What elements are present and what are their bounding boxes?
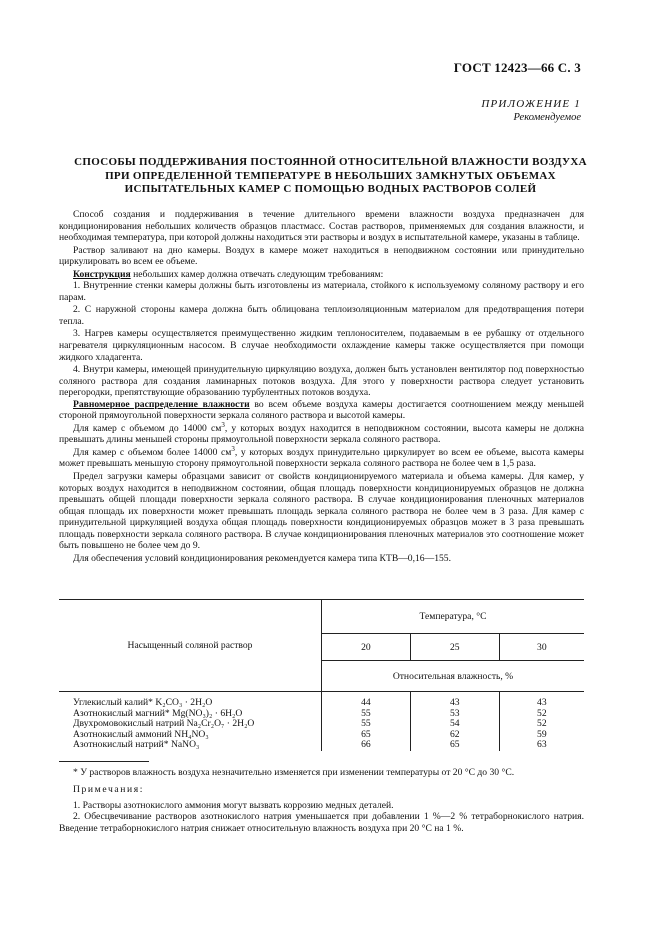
column-header-salt: Насыщенный соляной раствор (59, 600, 322, 692)
humidity-value: 66 (361, 739, 371, 751)
note-2: 2. Обесцвечивание растворов азотнокислого натрия уменьшается при добавлении 1 %—2 % тетраборнокислого натрия. Введение тетраборнокислого натрия снижает относительную влажность воздуха при 20 °С на 1 %. (59, 811, 584, 834)
construction-heading: Конструкция (73, 268, 131, 280)
humidity-value: 53 (410, 709, 499, 720)
column-header-temperature: Температура, °С (322, 600, 585, 634)
humidity-value: 44 (361, 697, 371, 708)
note-1: 1. Растворы азотнокислого аммония могут вызвать коррозию медных деталей. (73, 799, 394, 811)
recommended-label: Рекомендуемое (513, 112, 581, 123)
humidity-value: 55 (361, 718, 371, 730)
footnote-divider (59, 761, 149, 762)
humidity-table (59, 599, 584, 751)
paragraph: 1. Внутренние стенки камеры должны быть изготовлены из материала, стойкого к используемому соляному раствору и его парам. (59, 280, 584, 303)
standard-code-header: ГОСТ 12423—66 С. 3 (453, 60, 581, 75)
paragraph: Для камер с объемом до 14000 $см^3$, у которых воздух находится в неподвижном состоянии, высота камеры не должна превышать длины меньшей стороны прямоугольной поверхности зеркала соляного раствора. (59, 420, 584, 446)
paragraph: Раствор заливают на дно камеры. Воздух в камере может находиться в неподвижном состоянии или принудительно циркулировать во всем ее объеме. (59, 244, 584, 268)
humidity-value: 52 (537, 718, 547, 730)
humidity-value: 43 (537, 697, 547, 708)
humidity-value: 43 (410, 692, 499, 709)
humidity-value: 65 (410, 740, 499, 751)
appendix-label: ПРИЛОЖЕНИЕ 1 (481, 98, 581, 110)
temperature-20: 20 (322, 634, 411, 661)
paragraph: 3. Нагрев камеры осуществляется преимущественно жидким теплоносителем, подаваемым в ее рубашку от отдельного нагревателя циркуляционным насосом. В случае необходимости охлаждение камеры также осуществляется при помощи жидкого хладагента. (59, 328, 584, 363)
salt-name: Азотнокислый аммоний NH₄NO₃ (59, 730, 322, 741)
salt-name: Углекислый калий* K₂CO₃ · 2H₂O (59, 692, 322, 709)
temperature-30: 30 (499, 634, 584, 661)
table-footnote: * У растворов влажность воздуха незначительно изменяется при изменении температуры от 20 °С до 30 °С. (73, 767, 515, 778)
salt-name: Двухромовокислый натрий Na₂Cr₂O₇ · 2H₂O (59, 719, 322, 730)
title-line-2: ПРИ ОПРЕДЕЛЕННОЙ ТЕМПЕРАТУРЕ В НЕБОЛЬШИХ ЗАМКНУТЫХ ОБЪЕМАХ (105, 169, 556, 182)
paragraph: Для камер с объемом более 14000 $см^3$, у которых воздух принудительно циркулирует во всем ее объеме, высота камеры может превышать меньшую сторону прямоугольной поверхности зеркала соляного раствора не более чем в 1,5 раза. (59, 444, 584, 470)
title-line-3: ИСПЫТАТЕЛЬНЫХ КАМЕР С ПОМОЩЬЮ ВОДНЫХ РАСТВОРОВ СОЛЕЙ (124, 183, 537, 195)
uniform-distribution-heading: Равномерное распределение влажности (73, 398, 250, 410)
paragraph: 4. Внутри камеры, имеющей принудительную циркуляцию воздуха, должен быть установлен вентилятор под поверхностью соляного раствора для создания ламинарных потоков воздуха. Для этого у поверхности раствора следует установить перегородки, препятствующие образованию турбулентных потоков воздуха. (59, 364, 584, 399)
table-row (59, 740, 584, 751)
humidity-value: 62 (410, 730, 499, 741)
salt-name: Азотнокислый магний* Mg(NO₃)₂ · 6H₂O (59, 709, 322, 720)
humidity-value: 54 (410, 719, 499, 730)
paragraph: Равномерное распределение влажности во всем объеме воздуха камеры достигается соотношением между меньшей стороной прямоугольной поверхности зеркала соляного раствора и высотой камеры. (59, 398, 585, 422)
title-line-1: СПОСОБЫ ПОДДЕРЖИВАНИЯ ПОСТОЯННОЙ ОТНОСИТЕЛЬНОЙ ВЛАЖНОСТИ ВОЗДУХА (74, 156, 587, 168)
paragraph: Предел загрузки камеры образцами зависит от свойств кондиционируемого материала и объема камеры. Для камер, у которых воздух находится в неподвижном состоянии, общая площадь поверхности кондиционируемых образцов не должна превышать общей площади поверхности зеркала соляного раствора. В случае кондиционирования пленочных материалов общая площадь их поверхности может превышать площадь зеркала соляного раствора не более чем в 3 раза. Для камер с принудительной циркуляцией воздуха общая площадь поверхности кондиционируемых образцов может в 3 раза превышать площадь поверхности зеркала соляного раствора. В случае кондиционирования пленочных материалов это соотношение может быть повышено не более чем до 9. (59, 471, 584, 552)
body-text (59, 209, 584, 564)
notes-title: Примечания: (73, 784, 144, 795)
table-row (59, 692, 584, 709)
paragraph: Способ создания и поддерживания в течение длительного времени влажности воздуха предназначен для кондиционирования небольших количеств образцов пластмасс. Состав растворов, применяемых для создания влажности, и необходимая температура, при которой должны находиться эти растворы и воздух в испытательной камере, указаны в таблице. (59, 209, 584, 244)
column-header-humidity: Относительная влажность, % (322, 661, 585, 692)
humidity-value: 65 (361, 728, 371, 740)
paragraph: 2. С наружной стороны камера должна быть облицована теплоизоляционным материалом для предотвращения потери тепла. (59, 304, 584, 327)
humidity-value: 55 (361, 707, 371, 719)
humidity-value: 52 (537, 707, 547, 719)
paragraph: Конструкция небольших камер должна отвечать следующим требованиям: (73, 268, 384, 280)
humidity-value: 59 (537, 728, 547, 740)
temperature-25: 25 (410, 634, 499, 661)
paragraph: Для обеспечения условий кондиционирования рекомендуется камера типа КТВ—0,16—155. (73, 552, 451, 564)
salt-name: Азотнокислый натрий* NaNO₃ (59, 740, 322, 751)
humidity-value: 63 (537, 739, 547, 751)
section-title (60, 156, 601, 197)
notes-section (59, 784, 584, 834)
